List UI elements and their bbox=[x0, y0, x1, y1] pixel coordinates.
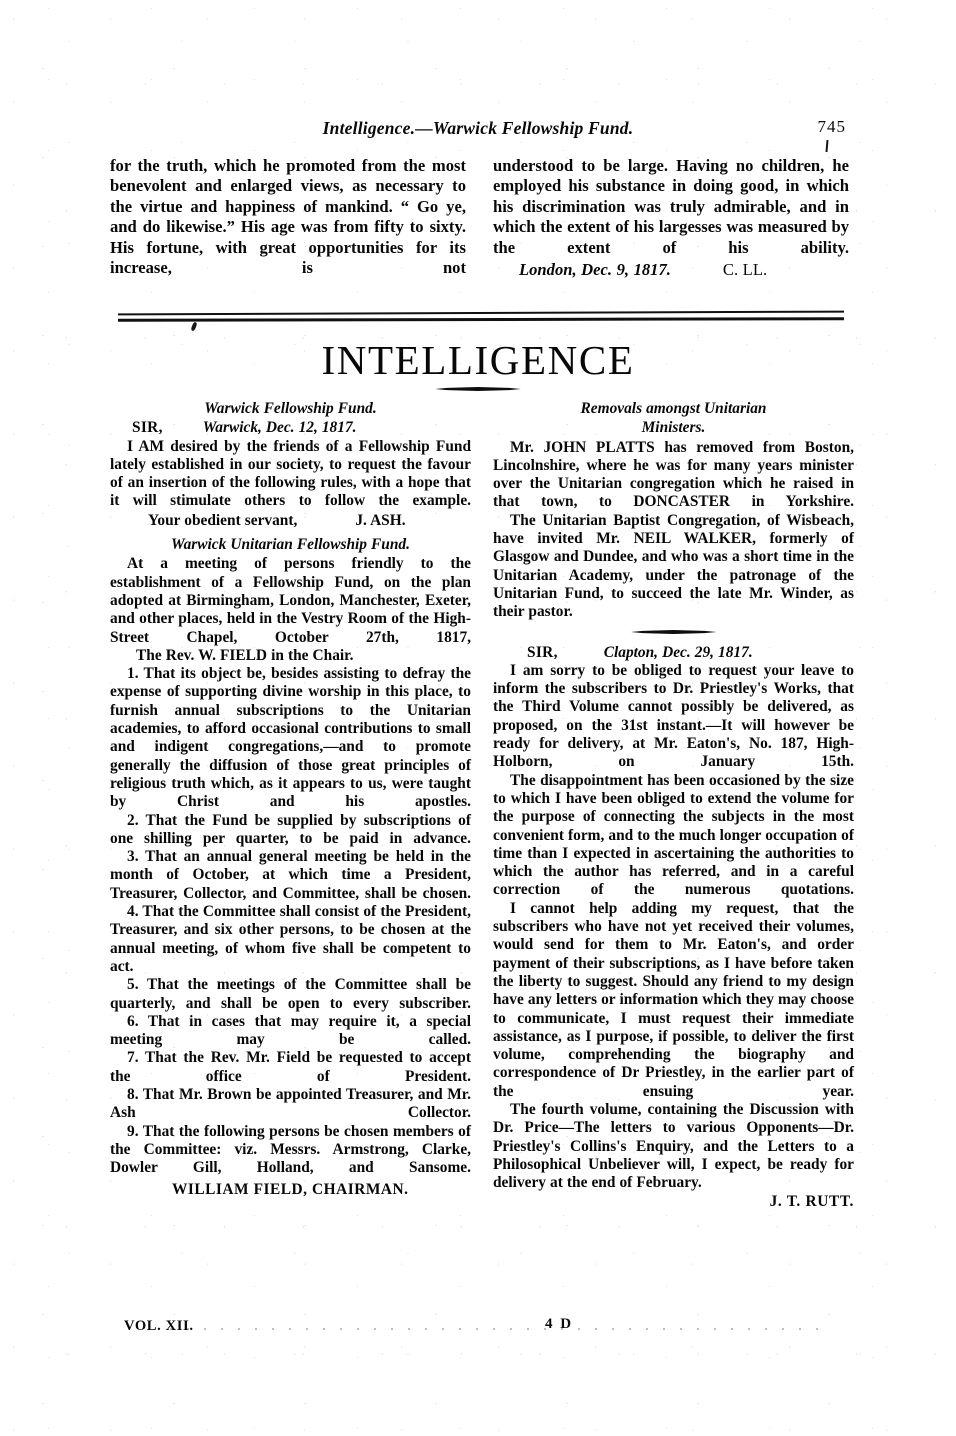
rule-item-3: 3. That an annual general meeting be held in the month of October, at which time a President, Treasurer, Collector, and Committee, shall be chosen. bbox=[110, 848, 471, 902]
salutation: SIR, bbox=[132, 419, 163, 437]
top-article-place-date: London, Dec. 9, 1817. bbox=[519, 260, 671, 280]
rule-item-2: 2. That the Fund be supplied by subscriptions of one shilling per quarter, to be paid in advance. bbox=[110, 811, 471, 847]
warwick-fund-dateline bbox=[110, 419, 471, 437]
removals-paragraph-1: Mr. JOHN PLATTS has removed from Boston, Lincolnshire, where he was for many years minister over the Unitarian congregation which he raised in that town, to DONCASTER in Yorkshire. bbox=[493, 438, 854, 511]
rutt-paragraph-3: I cannot help adding my request, that the subscribers who have not yet received their volumes, would send for them to Mr. Eaton's, and order payment of their subscriptions, as I have before taken the liberty to suggest. Should any friend to my design have any letters or information which they may choose to communicate, I must request their immediate assistance, as I purpose, if possible, to deliver the first volume, comprehending the biography and correspondence of Dr Priestley, in the earlier part of the ensuing year. bbox=[493, 899, 854, 1100]
removals-paragraph-2: The Unitarian Baptist Congregation, of Wisbeach, have invited Mr. NEIL WALKER, formerly of Glasgow and Dundee, and who was a short time in the Unitarian Academy, under the patronage of the Unitarian Fund, to succeed the late Mr. Winder, as their pastor. bbox=[493, 511, 854, 621]
warwick-fund-title: Warwick Fellowship Fund. bbox=[204, 400, 377, 417]
rutt-signature: J. T. RUTT. bbox=[769, 1193, 854, 1211]
rutt-paragraph-4: The fourth volume, containing the Discussion with Dr. Price—The letters to various Opponents—Dr. Priestley's Collins's Enquiry, and the Letters to a Philosophical Unbeliever will, I expect, be ready for delivery at the end of February. bbox=[493, 1100, 854, 1192]
unitarian-fund-preamble: At a meeting of persons friendly to the establishment of a Fellowship Fund, on the plan adopted at Birmingham, London, Manchester, Exeter, and other places, held in the Vestry Room of the High-Street Chapel, October 27th, 1817, bbox=[110, 555, 471, 646]
top-article-left-text: for the truth, which he promoted from the most benevolent and enlarged views, as necessary to the virtue and happiness of mankind. “ Go ye, and do likewise.” His age was from fifty to sixty. His fortune, with great opportunities for its increase, is not bbox=[110, 156, 466, 278]
rule-item-1: 1. That its object be, besides assisting to defray the expense of supporting divine worship in this place, to furnish annual subscriptions to the Unitarian academies, to afford occasional contributions to small and indigent congregations,—and to promote generally the diffusion of those great principles of religious truth which, as it appears to us, were taught by Christ and his apostles. bbox=[110, 665, 471, 811]
main-body bbox=[110, 400, 854, 1212]
top-article-left-column bbox=[110, 156, 466, 280]
top-article-right-column bbox=[493, 156, 849, 280]
section-divider-rule bbox=[118, 312, 844, 322]
running-head-title: Intelligence.—Warwick Fellowship Fund. bbox=[322, 118, 634, 138]
warwick-fund-body: I AM desired by the friends of a Fellowship Fund lately established in our society, to request the favour of an insertion of the following rules, with a hope that it will stimulate others to follow the example. bbox=[110, 437, 471, 510]
signature-mark: 4 D bbox=[545, 1316, 574, 1332]
unitarian-fund-title: Warwick Unitarian Fellowship Fund. bbox=[171, 536, 410, 554]
top-article-initials: C. LL. bbox=[722, 260, 768, 280]
running-head bbox=[110, 118, 846, 140]
top-article-right-text: understood to be large. Having no children, he employed his substance in doing good, in which his discrimination was truly admirable, and in which the extent of his largesses was measured by the extent of his ability. bbox=[493, 156, 849, 257]
leaf-ornament-icon bbox=[435, 384, 521, 394]
rutt-paragraph-2: The disappointment has been occasioned by the size to which I have been obliged to extend the volume for the purpose of connecting the subjects in the most convenient form, and to the much longer occupation of time than I expected in ascertaining the authorities to which the author has referred, and in a careful correction of the numerous quotations. bbox=[493, 771, 854, 899]
leaf-ornament-icon-secondary bbox=[631, 627, 717, 637]
rule-item-5: 5. That the meetings of the Committee shall be quarterly, and shall be open to every subscriber. bbox=[110, 976, 471, 1012]
right-column bbox=[493, 400, 854, 1212]
removals-title-line1: Removals amongst Unitarian bbox=[580, 400, 767, 417]
rule-item-9: 9. That the following persons be chosen members of the Committee: viz. Messrs. Armstrong, Clarke, Dowler Gill, Holland, and Sansome. bbox=[110, 1122, 471, 1177]
top-article bbox=[110, 156, 850, 280]
page-number: 745 bbox=[817, 117, 846, 136]
rule-item-8: 8. That Mr. Brown be appointed Treasurer, and Mr. Ash Collector. bbox=[110, 1085, 471, 1122]
left-column bbox=[110, 400, 471, 1212]
rule-item-7: 7. That the Rev. Mr. Field be requested to accept the office of President. bbox=[110, 1049, 471, 1085]
rutt-salutation: SIR, bbox=[527, 643, 558, 661]
rule-item-6: 6. That in cases that may require it, a special meeting may be called. bbox=[110, 1012, 471, 1049]
rutt-place-date: Clapton, Dec. 29, 1817. bbox=[603, 643, 753, 661]
rutt-letter-dateline bbox=[493, 644, 854, 662]
ink-speck bbox=[190, 322, 197, 332]
ink-mark bbox=[825, 140, 828, 152]
place-date: Warwick, Dec. 12, 1817. bbox=[202, 419, 357, 437]
warwick-fund-closing bbox=[110, 512, 471, 530]
chairman-signature: WILLIAM FIELD, CHAIRMAN. bbox=[172, 1181, 409, 1199]
removals-title-line2: Ministers. bbox=[641, 419, 706, 437]
closing-text: Your obedient servant, bbox=[148, 511, 298, 529]
rutt-paragraph-1: I am sorry to be obliged to request your leave to inform the subscribers to Dr. Priestley's Works, that the Third Volume cannot possibly be delivered, as proposed, on the 31st instant.—It will however be ready for delivery, at Mr. Eaton's, No. 187, High-Holborn, on January 15th. bbox=[493, 661, 854, 771]
chair-line: The Rev. W. FIELD in the Chair. bbox=[136, 646, 354, 664]
footer-speckle bbox=[170, 1328, 830, 1330]
closing-signature: J. ASH. bbox=[355, 511, 406, 529]
rule-item-4: 4. That the Committee shall consist of the President, Treasurer, and six other persons, to be chosen at the annual meeting, of whom five shall be competent to act. bbox=[110, 903, 471, 975]
volume-label: VOL. XII. bbox=[124, 1318, 194, 1334]
page-footer bbox=[110, 1318, 850, 1338]
section-heading: INTELLIGENCE bbox=[321, 337, 635, 383]
top-article-signature-line bbox=[493, 260, 849, 280]
